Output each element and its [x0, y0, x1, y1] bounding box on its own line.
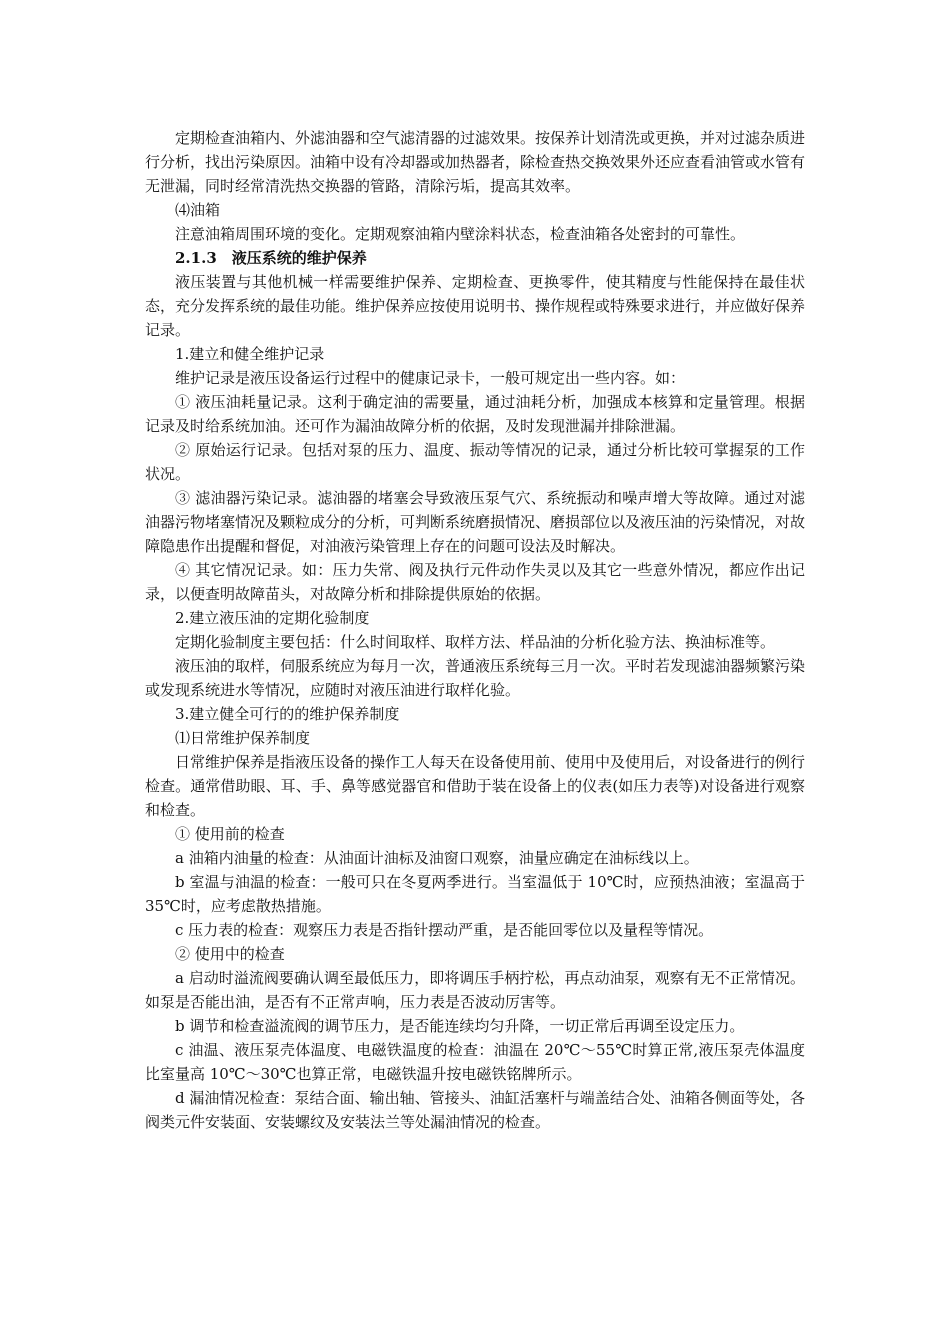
list-item-other-records: ④ 其它情况记录。如：压力失常、阀及执行元件动作失灵以及其它一些意外情况，都应作出记录，以便查明故障苗头，对故障分析和排除提供原始的依据。: [145, 561, 805, 603]
list-item-temperature-check: b 室温与油温的检查：一般可只在冬夏两季进行。当室温低于 10℃时，应预热油液；室温高于 35℃时，应考虑散热措施。: [145, 873, 805, 915]
list-item-original-operation: ② 原始运行记录。包括对泵的压力、温度、振动等情况的记录，通过分析比较可掌握泵的工作状况。: [145, 441, 805, 483]
paragraph-oil-sampling: 液压油的取样，伺服系统应为每月一次，普通液压系统每三月一次。平时若发现滤油器频繁污染或发现系统进水等情况，应随时对液压油进行取样化验。: [145, 657, 806, 699]
paragraph-daily-maintenance: 日常维护保养是指液压设备的操作工人每天在设备使用前、使用中及使用后，对设备进行的例行检查。通常借助眼、耳、手、鼻等感觉器官和借助于装在设备上的仪表(如压力表等)对设备进行观察和检查。: [145, 753, 806, 819]
list-item-oil-level-check: a 油箱内油量的检查：从油面计油标及油窗口观察，油量应确定在油标线以上。: [175, 849, 699, 867]
list-item-startup-check: a 启动时溢流阀要确认调至最低压力，即将调压手柄拧松，再点动油泵，观察有无不正常情况。如泵是否能出油，是否有不正常声响，压力表是否波动厉害等。: [145, 969, 805, 1011]
list-item-pressure-gauge-check: c 压力表的检查：观察压力表是否指针摆动严重，是否能回零位以及量程等情况。: [175, 921, 714, 939]
paragraph-records-intro: 维护记录是液压设备运行过程中的健康记录卡，一般可规定出一些内容。如：: [175, 369, 686, 387]
paragraph-testing-system: 定期化验制度主要包括：什么时间取样、取样方法、样品油的分析化验方法、换油标准等。: [175, 633, 776, 651]
subheading-maintenance-system: 3.建立健全可行的的维护保养制度: [175, 705, 400, 723]
section-heading-2-1-3: 2.1.3 液压系统的维护保养: [175, 249, 367, 267]
list-item-leak-check: d 漏油情况检查：泵结合面、输出轴、管接头、油缸活塞杆与端盖结合处、油箱各侧面等处，各阀类元件安装面、安装螺纹及安装法兰等处漏油情况的检查。: [145, 1089, 805, 1131]
subheading-oil-testing: 2.建立液压油的定期化验制度: [175, 609, 370, 627]
subheading-oil-tank: ⑷油箱: [175, 201, 221, 219]
document-body: [145, 126, 805, 1134]
list-item-relief-valve-check: b 调节和检查溢流阀的调节压力，是否能连续均匀升降，一切正常后再调至设定压力。: [175, 1017, 745, 1035]
paragraph-maintenance-intro: 液压装置与其他机械一样需要维护保养、定期检查、更换零件，使其精度与性能保持在最佳状态，充分发挥系统的最佳功能。维护保养应按使用说明书、操作规程或特殊要求进行，并应做好保养记录。: [145, 273, 806, 339]
list-item-oil-temp-check: c 油温、液压泵壳体温度、电磁铁温度的检查：油温在 20℃～55℃时算正常,液压泵壳体温度比室量高 10℃～30℃也算正常，电磁铁温升按电磁铁铭牌所示。: [145, 1041, 805, 1083]
subheading-maintenance-records: 1.建立和健全维护记录: [175, 345, 325, 363]
paragraph-oil-tank: 注意油箱周围环境的变化。定期观察油箱内壁涂料状态，检查油箱各处密封的可靠性。: [175, 225, 746, 243]
list-item-oil-consumption: ① 液压油耗量记录。这利于确定油的需要量，通过油耗分析，加强成本核算和定量管理。根据记录及时给系统加油。还可作为漏油故障分析的依据，及时发现泄漏并排除泄漏。: [145, 393, 805, 435]
paragraph-filter-check: 定期检查油箱内、外滤油器和空气滤清器的过滤效果。按保养计划清洗或更换，并对过滤杂质进行分析，找出污染原因。油箱中设有冷却器或加热器者，除检查热交换效果外还应查看油管或水管有无泄漏，同时经常清洗热交换器的管路，清除污垢，提高其效率。: [145, 129, 806, 195]
list-item-before-use: ① 使用前的检查: [175, 825, 285, 843]
list-item-filter-contamination: ③ 滤油器污染记录。滤油器的堵塞会导致液压泵气穴、系统振动和噪声增大等故障。通过对滤油器污物堵塞情况及颗粒成分的分析，可判断系统磨损情况、磨损部位以及液压油的污染情况，对故障隐患作出提醒和督促，对油液污染管理上存在的问题可设法及时解决。: [145, 489, 806, 555]
list-item-during-use: ② 使用中的检查: [175, 945, 285, 963]
subheading-daily-maintenance: ⑴日常维护保养制度: [175, 729, 311, 747]
